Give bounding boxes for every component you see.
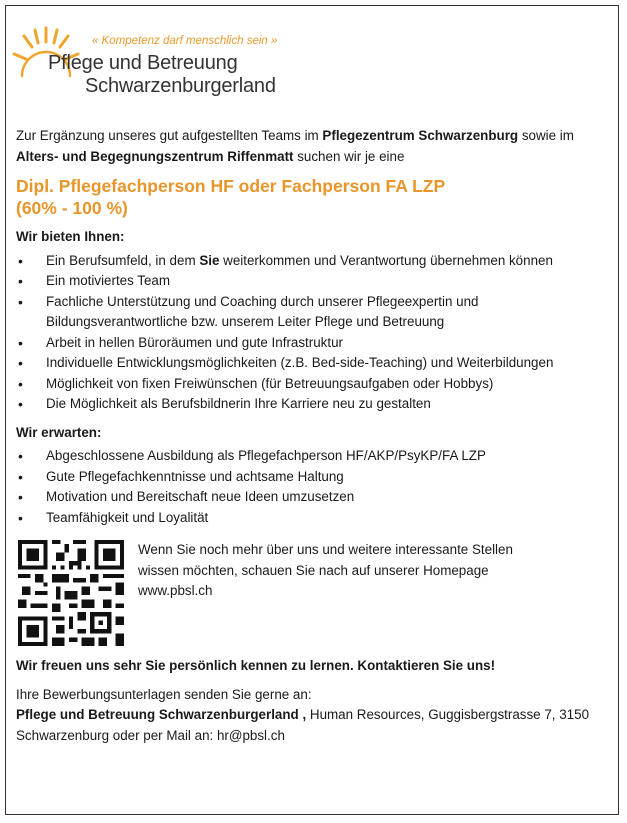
list-item: • Fachliche Unterstützung und Coaching durch unserer Pflegeexpertin und Bildungsverantwortliche bzw. unserem Leiter Pflege und Betreuung bbox=[16, 292, 612, 333]
qr-code-icon[interactable] bbox=[18, 540, 124, 646]
offer-list bbox=[16, 251, 612, 415]
logo bbox=[12, 20, 302, 100]
list-item-text: weiterkommen und Verantwortung übernehmen können bbox=[219, 252, 553, 268]
apply-address bbox=[16, 705, 612, 746]
contact-line-2: wissen möchten, schauen Sie nach auf unserer Homepage bbox=[138, 562, 489, 578]
intro-bold-location-2: Alters- und Begegnungszentrum Riffenmatt bbox=[16, 148, 294, 164]
list-item: • Die Möglichkeit als Berufsbildnerin Ihre Karriere neu zu gestalten bbox=[16, 394, 612, 415]
list-item: • Individuelle Entwicklungsmöglichkeiten (z.B. Bed-side-Teaching) und Weiterbildungen bbox=[16, 353, 612, 374]
closing-line: Wir freuen uns sehr Sie persönlich kennen zu lernen. Kontaktieren Sie uns! bbox=[16, 658, 496, 673]
intro-text: sowie im bbox=[518, 128, 574, 143]
expect-heading: Wir erwarten: bbox=[16, 424, 102, 440]
logo-line-2: Schwarzenburgerland bbox=[85, 75, 276, 97]
offer-heading: Wir bieten Ihnen: bbox=[16, 229, 125, 244]
apply-intro: Ihre Bewerbungsunterlagen senden Sie gerne an: bbox=[16, 686, 312, 702]
intro-bold-location-1: Pflegezentrum Schwarzenburg bbox=[322, 128, 519, 143]
list-item: • Ein motiviertes Team bbox=[16, 271, 612, 292]
list-item bbox=[16, 251, 612, 272]
logo-tagline: « Kompetenz darf menschlich sein » bbox=[92, 35, 278, 47]
job-percentage: (60% - 100 %) bbox=[16, 198, 128, 218]
list-item: • Gute Pflegefachkenntnisse und achtsame Haltung bbox=[16, 467, 612, 488]
logo-line-1: Pflege und Betreuung bbox=[48, 52, 238, 74]
contact-line-1: Wenn Sie noch mehr über uns und weitere interessante Stellen bbox=[138, 542, 513, 557]
contact-section bbox=[16, 540, 612, 640]
homepage-link[interactable]: www.pbsl.ch bbox=[138, 583, 213, 598]
list-item-text: Ein Berufsumfeld, in dem bbox=[46, 252, 200, 268]
apply-organization: Pflege und Betreuung Schwarzenburgerland , bbox=[16, 707, 307, 722]
contact-text bbox=[138, 540, 578, 602]
list-item: • Motivation und Bereitschaft neue Ideen umzusetzen bbox=[16, 487, 612, 508]
intro-text: Zur Ergänzung unseres gut aufgestellten Teams im bbox=[16, 128, 323, 143]
expect-list bbox=[16, 446, 612, 528]
list-item: • Teamfähigkeit und Loyalität bbox=[16, 508, 612, 529]
list-item: • Arbeit in hellen Büroräumen und gute Infrastruktur bbox=[16, 333, 612, 354]
intro-text: suchen wir je eine bbox=[293, 148, 405, 164]
job-title: Dipl. Pflegefachperson HF oder Fachperson FA LZP bbox=[16, 176, 446, 196]
apply-address-text: Human Resources, Guggisbergstrasse 7, 3150 Schwarzenburg oder per Mail an: bbox=[16, 707, 590, 743]
list-item: • Möglichkeit von fixen Freiwünschen (für Betreuungsaufgaben oder Hobbys) bbox=[16, 374, 612, 395]
list-item: • Abgeschlossene Ausbildung als Pflegefachperson HF/AKP/PsyKP/FA LZP bbox=[16, 446, 612, 467]
main-content bbox=[16, 126, 612, 746]
email-link[interactable]: hr@pbsl.ch bbox=[216, 727, 285, 743]
list-item-bold: Sie bbox=[199, 252, 220, 268]
intro-paragraph bbox=[16, 126, 612, 167]
